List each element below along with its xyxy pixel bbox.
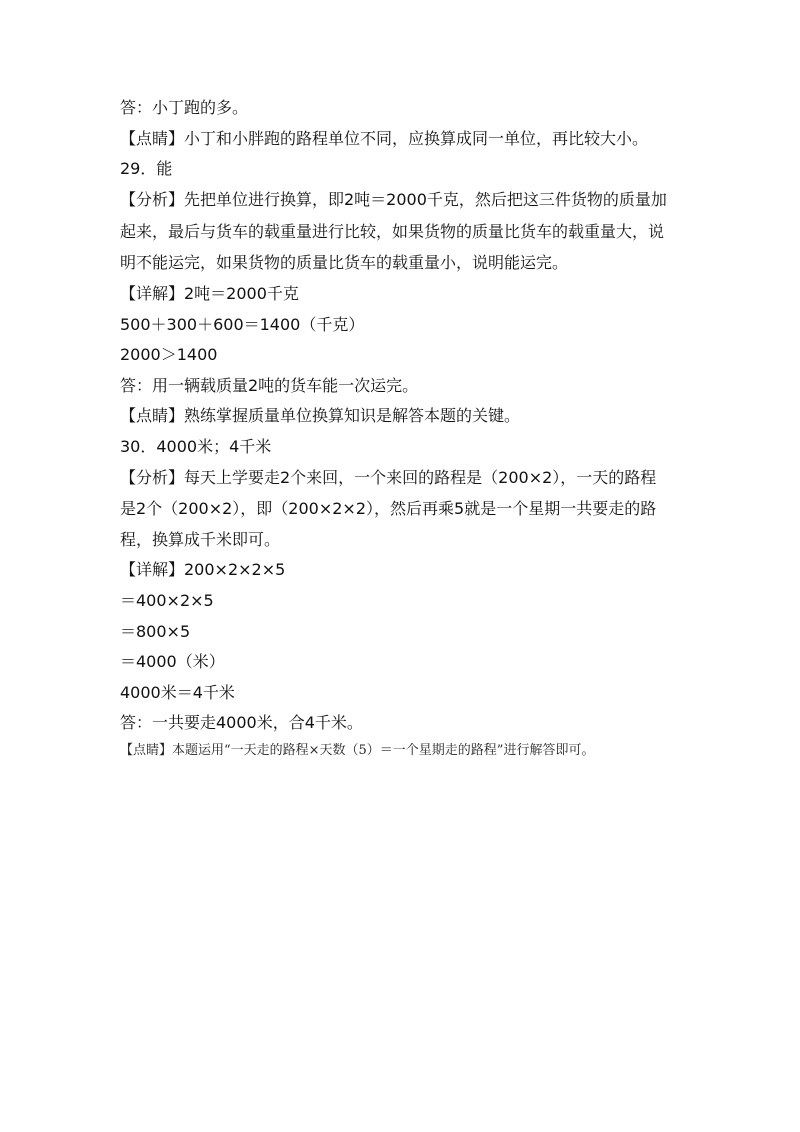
detail-line-29-1: 【详解】2吨＝2000千克 — [120, 284, 299, 303]
detail-line-30-5: 4000米＝4千米 — [120, 683, 235, 702]
answer-line-29: 答：用一辆载质量2吨的货车能一次运完。 — [120, 376, 419, 395]
tip-line-28: 【点睛】小丁和小胖跑的路程单位不同，应换算成同一单位，再比较大小。 — [120, 129, 649, 148]
answer-line-30: 答：一共要走4000米，合4千米。 — [120, 713, 363, 732]
analysis-line-29-3: 明不能运完，如果货物的质量比货车的载重量小，说明能运完。 — [120, 253, 569, 272]
detail-line-30-1: 【详解】200×2×2×5 — [120, 560, 286, 579]
question-number-29: 29．能 — [120, 159, 173, 178]
analysis-line-30-3: 程，换算成千米即可。 — [120, 530, 281, 549]
analysis-line-29-2: 起来，最后与货车的载重量进行比较，如果货物的质量比货车的载重量大，说 — [120, 222, 665, 241]
tip-line-30: 【点睛】本题运用“一天走的路程×天数（5）＝一个星期走的路程”进行解答即可。 — [120, 743, 595, 758]
detail-line-29-3: 2000＞1400 — [120, 345, 218, 364]
detail-line-30-2: ＝400×2×5 — [120, 591, 214, 610]
detail-line-30-3: ＝800×5 — [120, 622, 191, 641]
analysis-line-30-1: 【分析】每天上学要走2个来回，一个来回的路程是（200×2），一天的路程 — [120, 468, 657, 487]
detail-line-30-4: ＝4000（米） — [120, 652, 225, 671]
analysis-line-30-2: 是2个（200×2），即（200×2×2），然后再乘5就是一个星期一共要走的路 — [120, 499, 657, 518]
answer-line-28: 答：小丁跑的多。 — [120, 98, 249, 117]
analysis-line-29-1: 【分析】先把单位进行换算，即2吨＝2000千克，然后把这三件货物的质量加 — [120, 190, 667, 209]
tip-line-29: 【点睛】熟练掌握质量单位换算知识是解答本题的关键。 — [120, 406, 521, 425]
detail-line-29-2: 500＋300＋600＝1400（千克） — [120, 315, 365, 334]
question-number-30: 30．4000米；4千米 — [120, 437, 272, 456]
